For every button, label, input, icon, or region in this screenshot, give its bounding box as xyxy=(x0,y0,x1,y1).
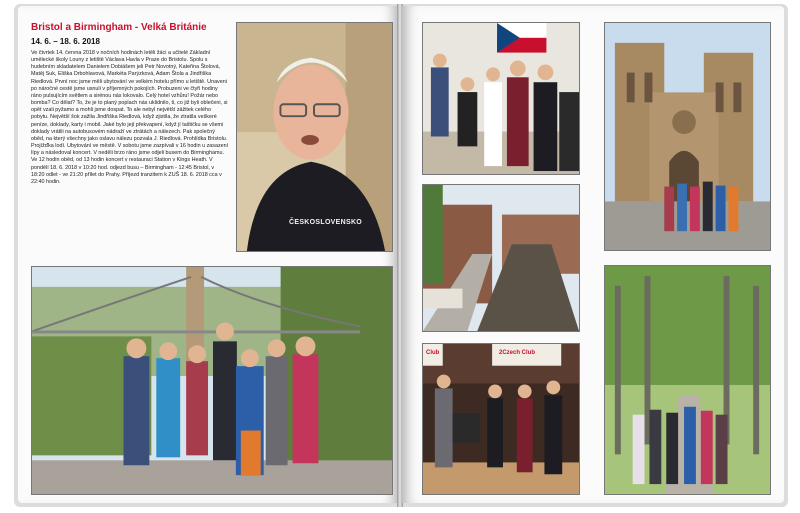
left-page xyxy=(18,6,399,503)
photo-portrait xyxy=(236,22,393,252)
photo-bristol-canal xyxy=(422,184,580,332)
photo-book-spread xyxy=(14,4,788,507)
cathedral-image xyxy=(605,23,770,250)
article-body: Ve čtvrtek 14. června 2018 v nočních hodinách letěli žáci a učitelé Základní umělecké školy Louny z letiště Václava Havla v Praze do Bristolu. Spolu s hudebním skladatelem Danielem Dobiášem jeli Petr Novotný, Kateřina Štolová, Matěj Suk, Eliška Drbohlavová, Markéta Parýzková, Adam Štola a Jindřiška Riedlová. První noc jsme měli ubytování ve velkém hotelu přímo u letiště. Unaveni po náročné cestě jsme usnuli v příjemných pokojích. Probuzeni ve čtyři hodiny ráno pulsujícím světlem a sirénou nás lokovalo. Celý hotel vzhůru! Požár nebo bomba? Co dělat? To, že je to planý poplach nás uklidnilo, ti, co již byli oblečeni, si opět vzali pyžamo a mohli jsme dospat. To ale nebyl největší zážitek celého pobytu. Největší šok zažila Jindřiška Riedlová, když zjistila, že ztratila veškeré peníze, doklady, karty i mobil. Jaké bylo její překvapení, když jí taštičku se všemi doklady vrátili na autobusovém nádraží ve ztrátách a nálezech. Pak společný oběd, na který všechny jako oslavu nálezu pozvala J. Riedlová. Prohlídka Bristolu. Projížďka lodí. Ubytování ve městě. V sobotu jsme zazpívali v 16 hodin u zasazení lípy a následoval koncert. V neděli brzo ráno jsme odjeli busem do Birminghamu. Ve 12 hodin oběd, od 13 hodin koncert v restauraci Station v Kings Heath. V pondělí 18. 6. 2018 v 10:20 hod. odjezd busu – Birmingham - 12:45 Bristol, v 18:20 odlet - ve 21:20 přílet do Prahy. Příjezd tranzitem k ZUŠ 18. 6. 2018 cca v 22:40 hodin. xyxy=(31,50,229,185)
tree-avenue-image xyxy=(605,266,770,494)
portrait-image xyxy=(237,23,392,251)
canal-image xyxy=(423,185,579,331)
article-dates: 14. 6. – 18. 6. 2018 xyxy=(31,37,100,46)
bridge-group-image xyxy=(32,267,392,494)
photo-tree-avenue-group xyxy=(604,265,771,495)
club-sign-left: Club xyxy=(426,350,440,356)
photo-singing-concert xyxy=(422,22,580,175)
photo-czech-club-concert xyxy=(422,343,580,495)
club-concert-image xyxy=(423,344,579,494)
club-sign-logo: 2Czech Club xyxy=(499,350,536,356)
portrait-shirt-text: ČESKOSLOVENSKO xyxy=(289,219,363,226)
article-title: Bristol a Birmingham - Velká Británie xyxy=(31,22,207,33)
right-page xyxy=(401,6,784,503)
photo-suspension-bridge-group xyxy=(31,266,393,495)
singing-concert-image xyxy=(423,23,579,174)
photo-bristol-cathedral xyxy=(604,22,771,251)
